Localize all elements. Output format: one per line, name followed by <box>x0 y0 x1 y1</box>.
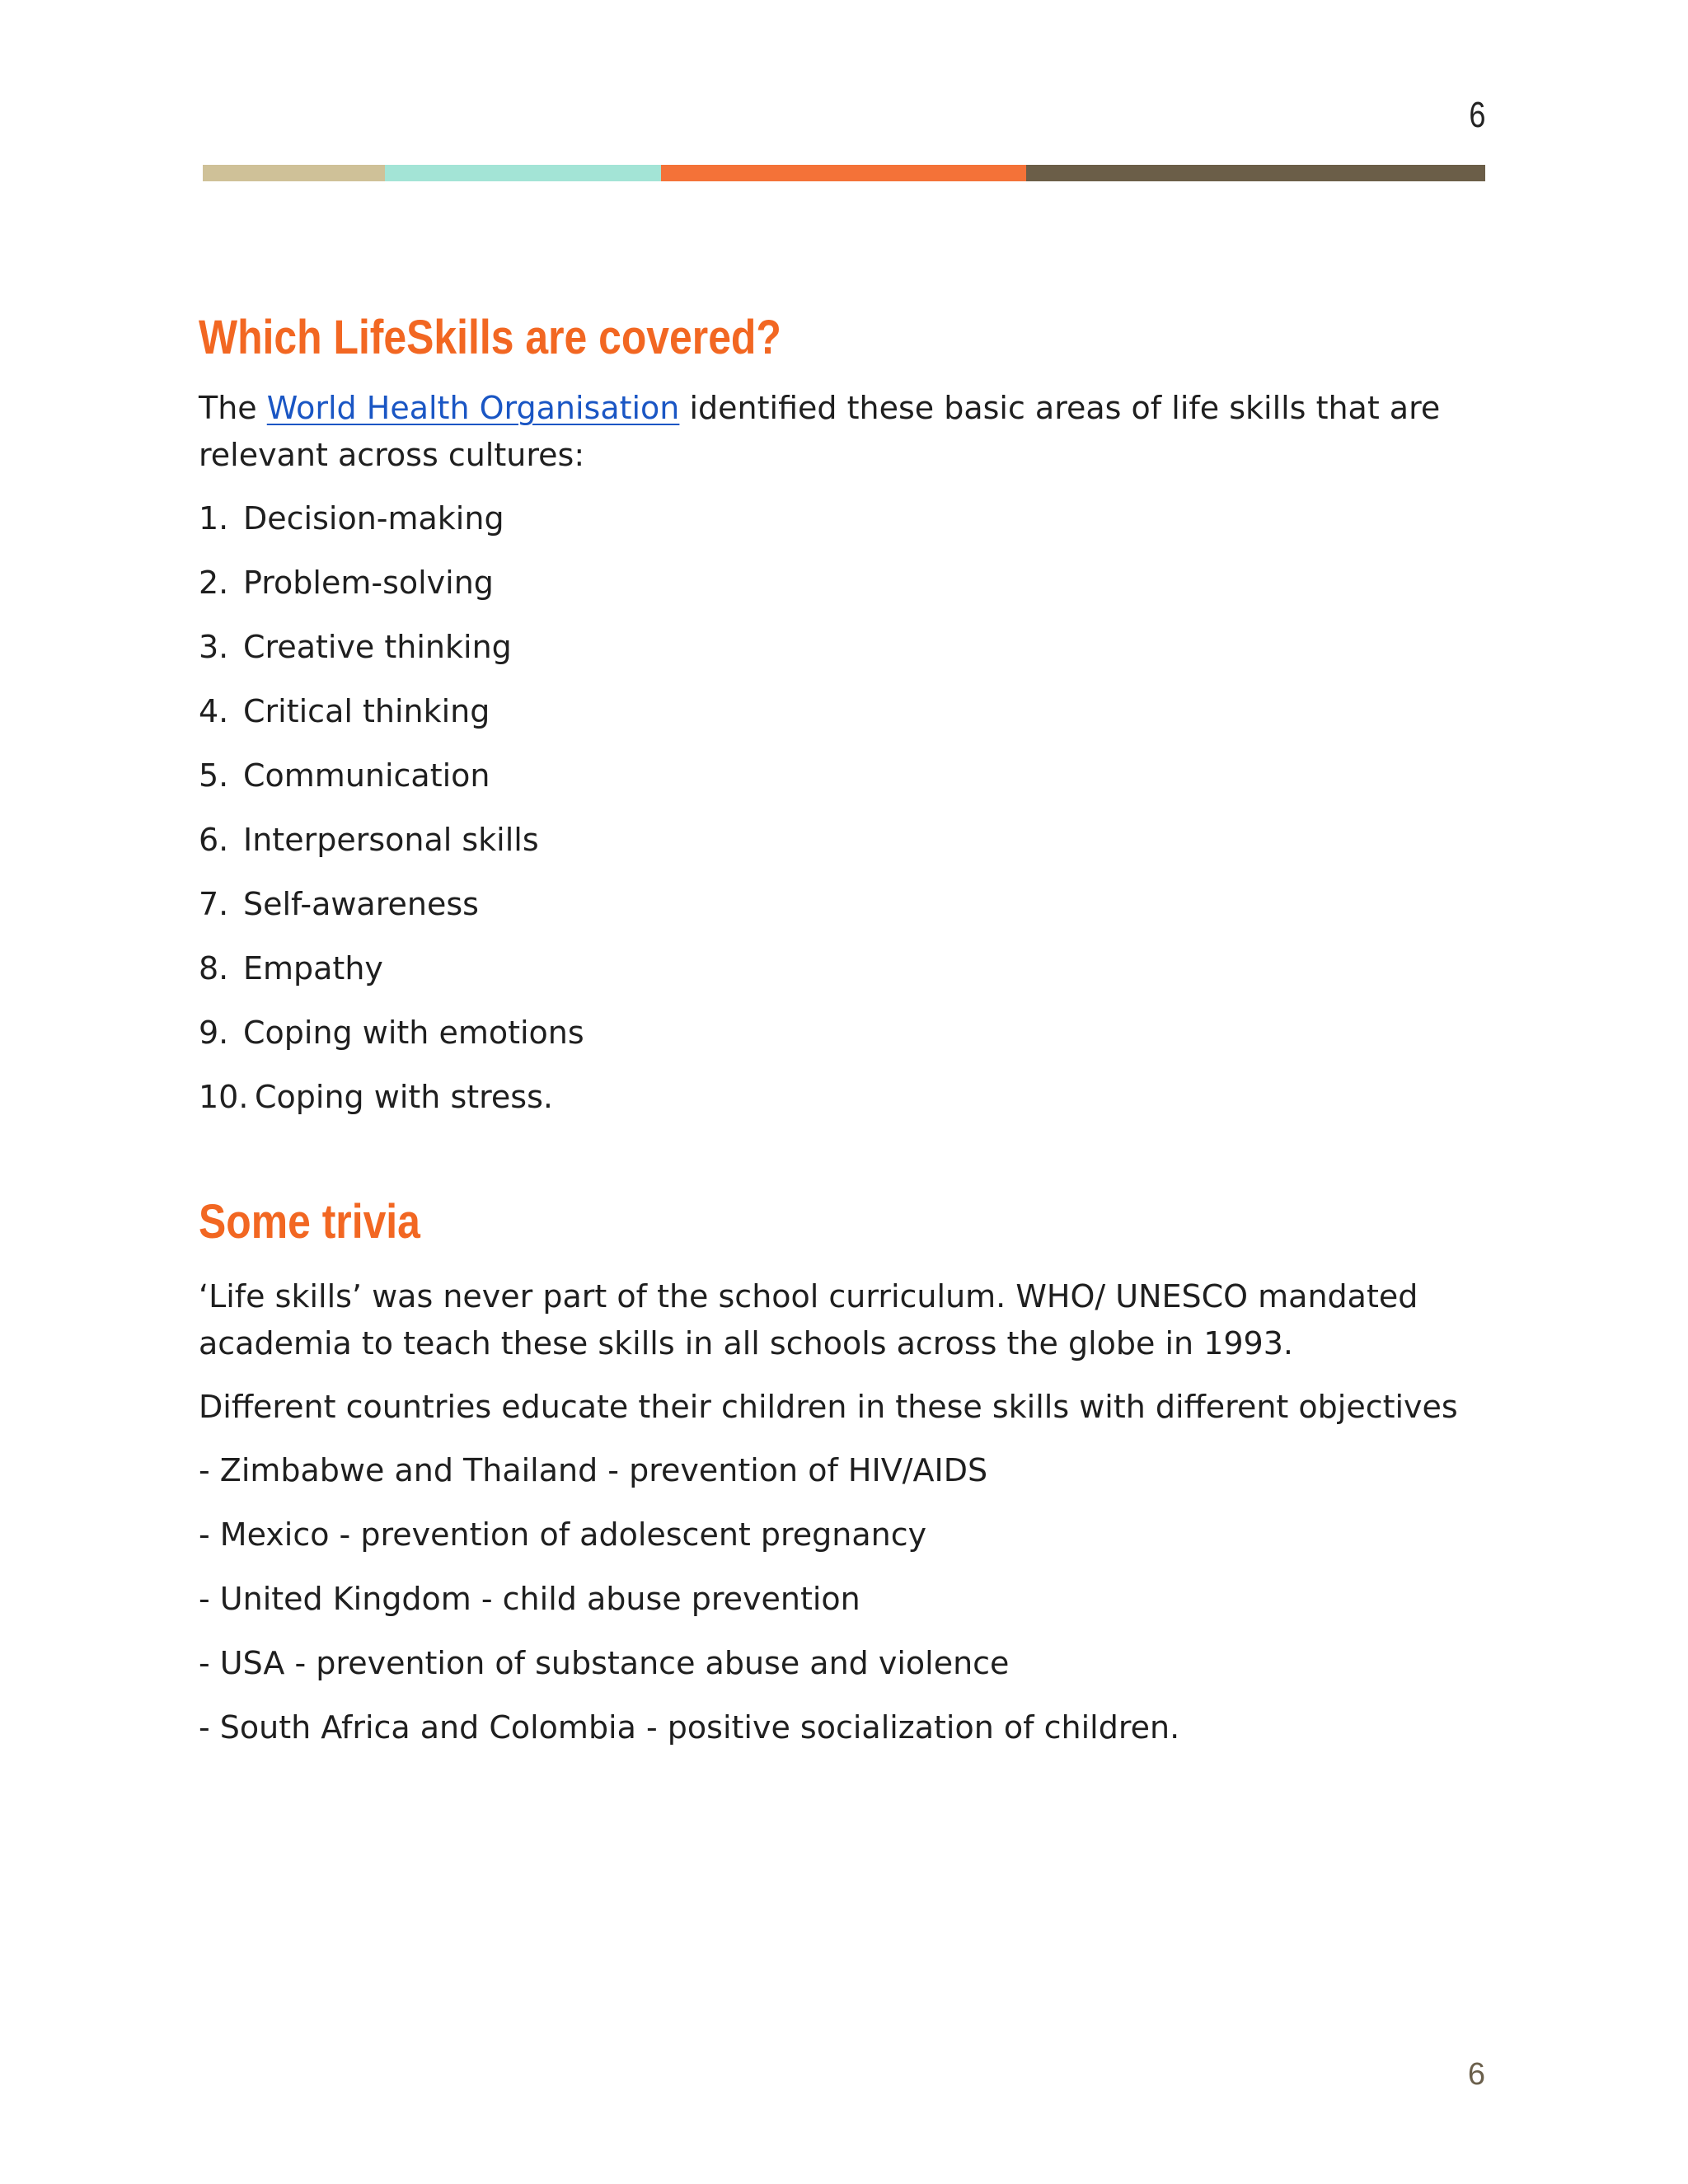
list-item: - South Africa and Colombia - positive socialization of children. <box>199 1709 1180 1746</box>
list-item-number: 6. <box>199 821 229 858</box>
list-item <box>199 688 1493 735</box>
list-item-label: Coping with stress. <box>255 1078 553 1115</box>
section-title-lifeskills: Which LifeSkills are covered? <box>199 311 781 364</box>
list-item <box>199 752 1493 799</box>
list-item-number: 5. <box>199 757 229 794</box>
trivia-paragraph-2: Different countries educate their children in these skills with different objectives <box>199 1389 1458 1426</box>
list-item: - United Kingdom - child abuse prevention <box>199 1581 860 1618</box>
trivia-paragraph-1-line-1: ‘Life skills’ was never part of the school curriculum. WHO/ UNESCO mandated <box>199 1278 1418 1315</box>
list-item: - Zimbabwe and Thailand - prevention of HIV/AIDS <box>199 1452 988 1489</box>
list-item-label: Interpersonal skills <box>243 821 539 858</box>
list-item-label: Problem-solving <box>243 564 494 601</box>
color-bar-segment-1 <box>203 165 385 181</box>
countries-list <box>199 1447 1493 1751</box>
color-bar-segment-2 <box>385 165 661 181</box>
header-page-number: 6 <box>1468 95 1485 135</box>
list-item-label: Communication <box>243 757 490 794</box>
intro-text-line2: relevant across cultures: <box>199 436 585 473</box>
list-item <box>199 945 1493 992</box>
skills-list <box>199 495 1493 1121</box>
list-item-label: Coping with emotions <box>243 1014 584 1051</box>
list-item <box>199 817 1493 864</box>
list-item-label: Creative thinking <box>243 628 512 665</box>
list-item-number: 9. <box>199 1014 229 1051</box>
decorative-color-bar <box>203 165 1485 181</box>
list-item: - Mexico - prevention of adolescent pregnancy <box>199 1516 927 1554</box>
list-item-number: 10. <box>199 1078 249 1115</box>
list-item-number: 1. <box>199 499 229 537</box>
intro-text-after: identified these basic areas of life skills that are <box>679 389 1441 426</box>
list-item: - USA - prevention of substance abuse and violence <box>199 1645 1010 1682</box>
who-link[interactable]: World Health Organisation <box>266 389 680 426</box>
color-bar-segment-3 <box>661 165 1026 181</box>
list-item-number: 4. <box>199 692 229 729</box>
list-item-label: Critical thinking <box>243 692 490 729</box>
trivia-paragraph-1-line-2: academia to teach these skills in all schools across the globe in 1993. <box>199 1325 1293 1362</box>
list-item <box>199 624 1493 671</box>
list-item <box>199 881 1493 928</box>
list-item-number: 7. <box>199 885 229 922</box>
page-content <box>199 309 1493 1769</box>
list-item <box>199 1074 1493 1121</box>
list-item <box>199 1010 1493 1057</box>
list-item-label: Self-awareness <box>243 885 479 922</box>
color-bar-segment-4 <box>1026 165 1485 181</box>
trivia-paragraph-1 <box>199 1273 1493 1367</box>
list-item-label: Decision-making <box>243 499 504 537</box>
list-item-number: 3. <box>199 628 229 665</box>
intro-text-before: The <box>199 389 267 426</box>
list-item <box>199 560 1493 607</box>
list-item <box>199 495 1493 542</box>
list-item-label: Empathy <box>243 949 383 987</box>
footer-page-number: 6 <box>1467 2057 1485 2092</box>
list-item-number: 8. <box>199 949 229 987</box>
intro-paragraph <box>199 385 1493 479</box>
list-item-number: 2. <box>199 564 229 601</box>
section-title-trivia: Some trivia <box>199 1194 420 1249</box>
